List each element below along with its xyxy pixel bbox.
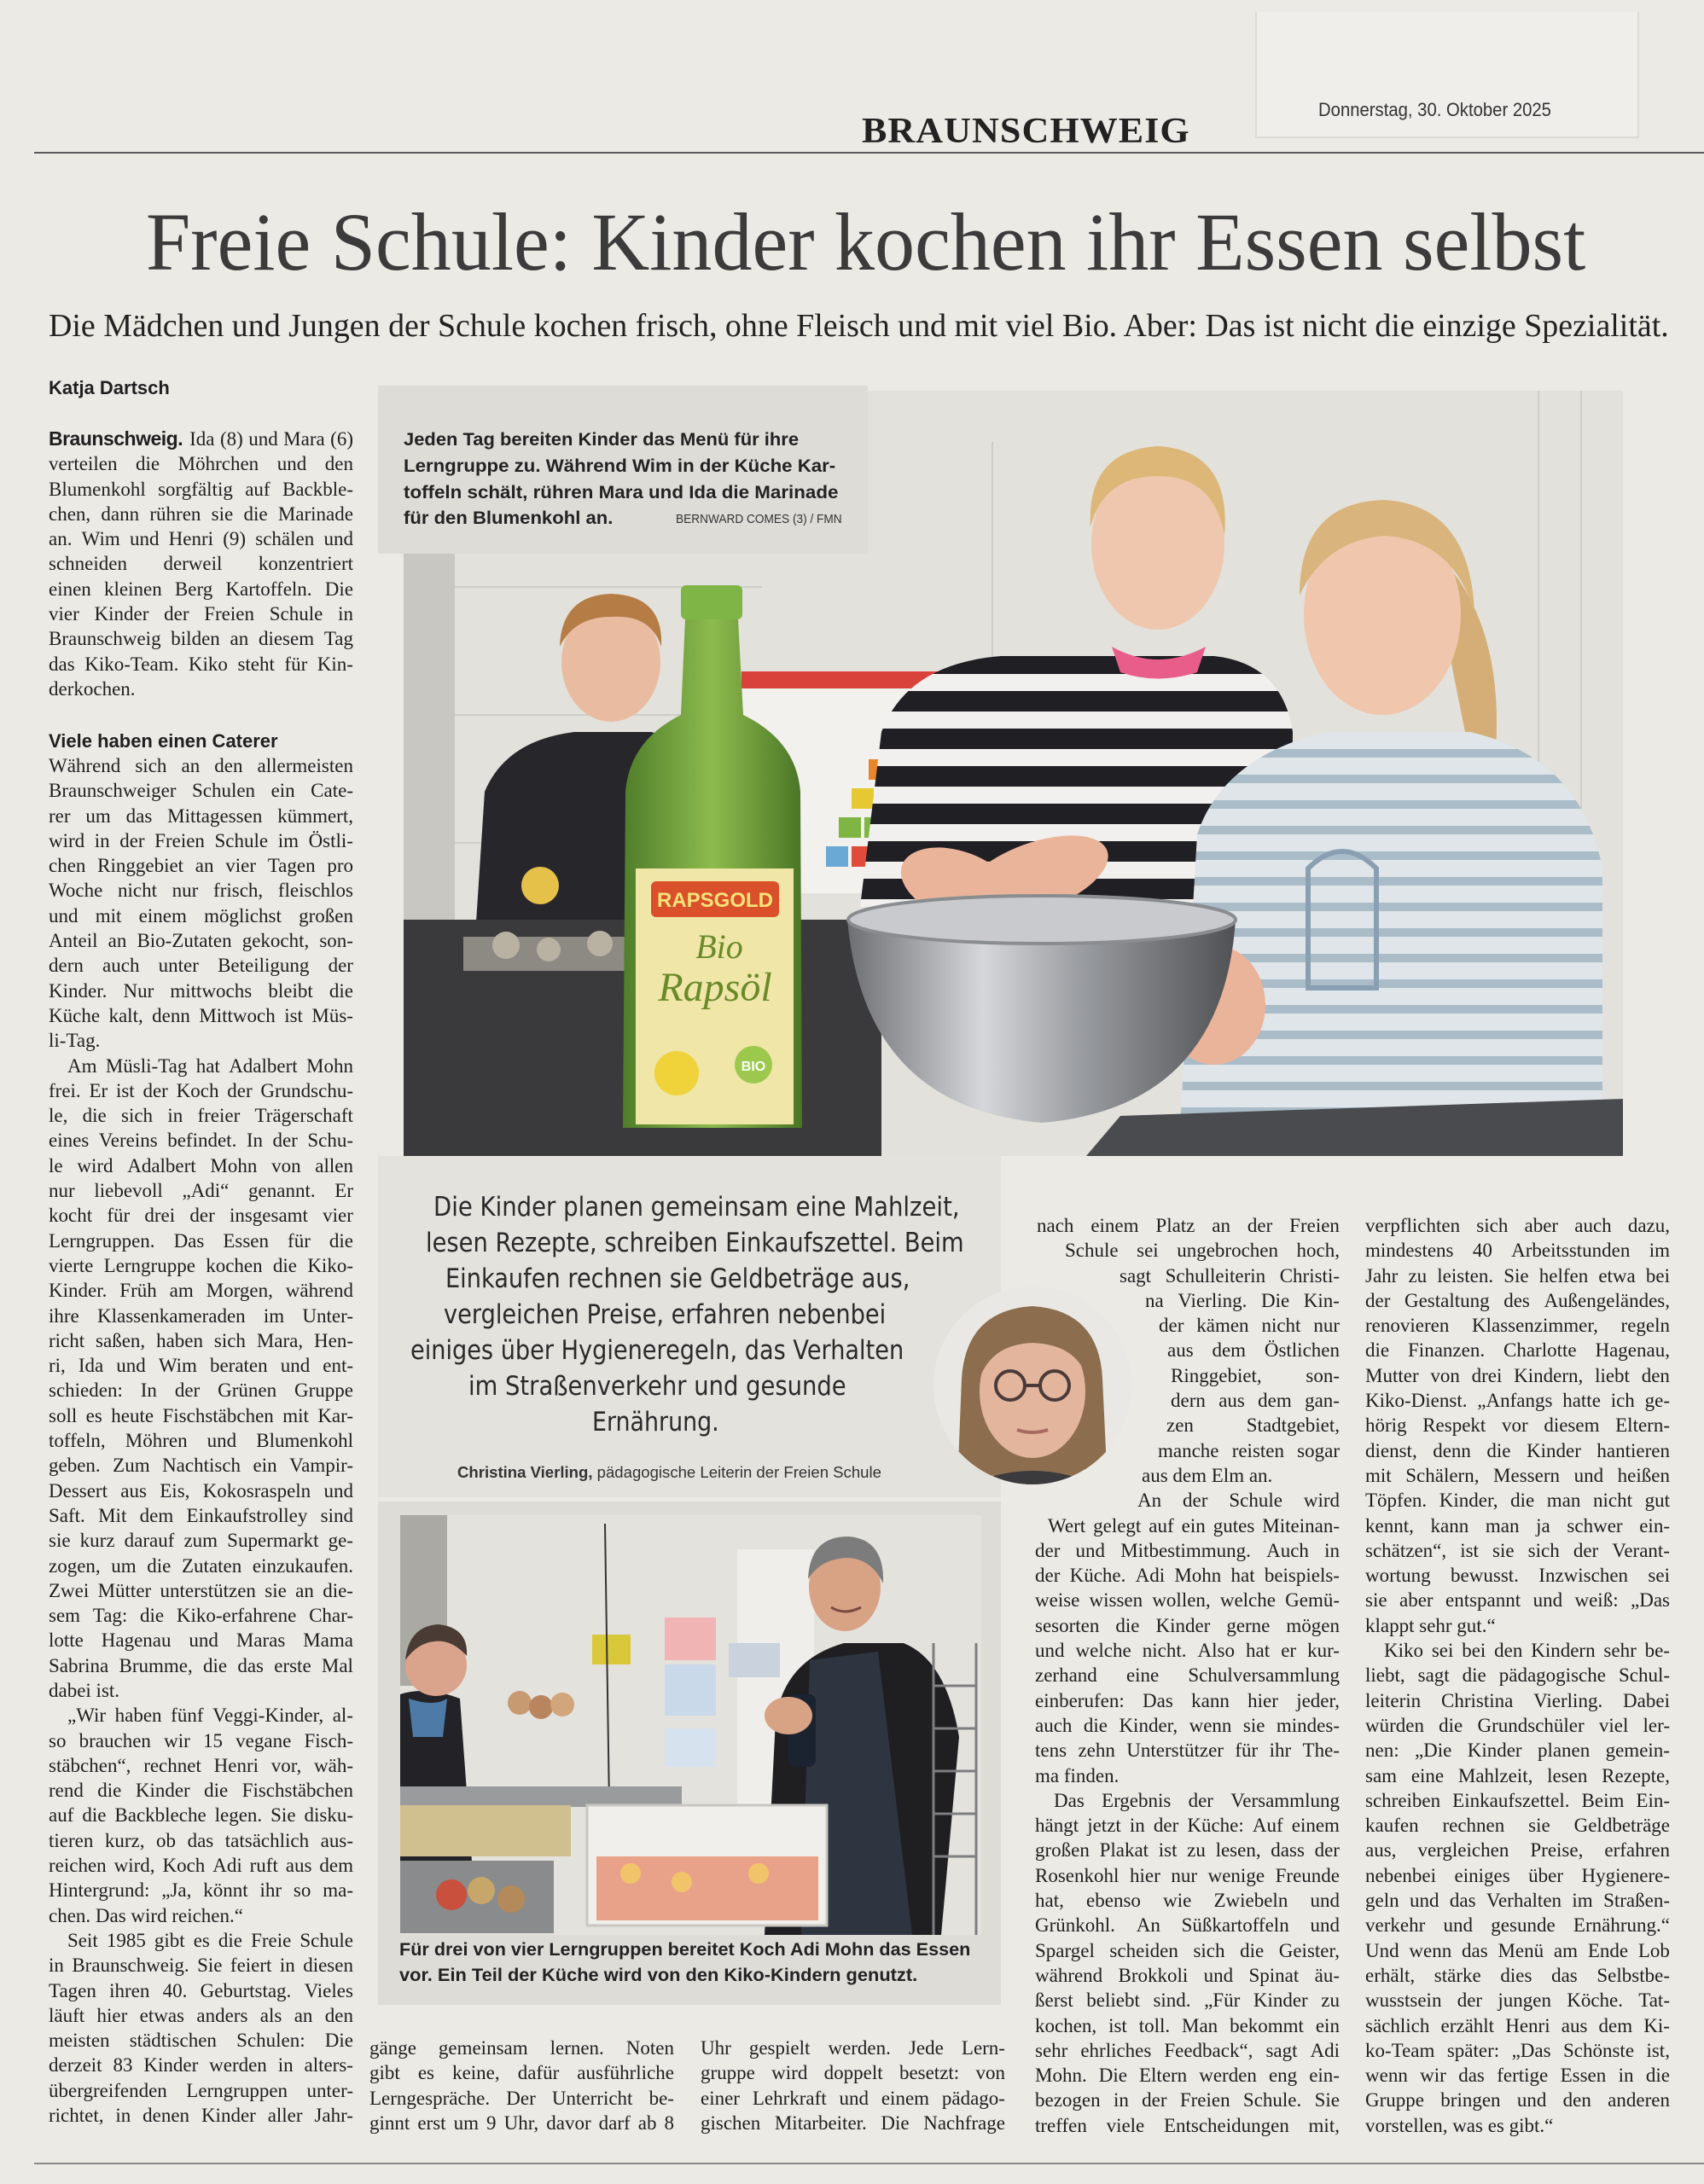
text-line: der und Mitbestimmung. Auch in (1035, 1539, 1340, 1561)
text-line: reichen wird, Koch Adi ruft aus dem (49, 1855, 353, 1877)
text-line: ihre Klassenkameraden im Unter- (49, 1304, 353, 1327)
quote-line-container (410, 1335, 974, 1366)
text-line: gänge gemeinsam lernen. Noten (369, 2037, 674, 2059)
second-caption-line: vor. Ein Teil der Küche wird von den Kiko-Kindern genutzt. (399, 1966, 918, 1985)
text-line: übergreifenden Lerngruppen unter- (49, 2079, 353, 2101)
text-line: das Kiko-Team. Kiko steht für Kin- (49, 653, 353, 675)
text-line: gruppe wird doppelt besetzt: von (701, 2062, 1005, 2084)
text-line: tieren kurz, ob das tatsächlich aus- (49, 1829, 353, 1851)
text-line: so brauchen wir 15 vegane Fisch- (49, 1729, 353, 1751)
text-line: in Braunschweig. Sie feiert in diesen (49, 1955, 353, 1977)
text-line: soll es heute Fischstäbchen mit Kar- (49, 1404, 353, 1426)
quote-attribution-role: pädagogische Leiterin der Freien Schule (596, 1464, 881, 1481)
text-line: frei. Er ist der Koch der Grundschu- (49, 1079, 353, 1101)
quote-line: einiges über Hygieneregeln, das Verhalten (410, 1335, 904, 1366)
text-line: richtet, in denen Kinder aller Jahr- (49, 2105, 353, 2127)
main-caption-line: toffeln schält, rühren Mara und Ida die Marinade (404, 483, 839, 502)
section-title: BRAUNSCHWEIG (862, 112, 1190, 151)
text-line: verteilen die Möhrchen und den (49, 453, 353, 475)
text-line: hängt jetzt in der Küche: Auf einem (1035, 1815, 1340, 1837)
main-caption-line-container (404, 456, 836, 477)
text-line: nebenbei einiges über Hygienere- (1365, 1864, 1670, 1886)
footer-rule (34, 2163, 1704, 2164)
text-line: tens zehn Unterstützer für ihr The- (1035, 1740, 1340, 1762)
text-line: ma finden. (1035, 1764, 1120, 1786)
text-line: klappt sehr gut.“ (1365, 1614, 1496, 1636)
main-caption-line-container (404, 483, 839, 503)
text-line: auch die Kinder, wenn sie mindes- (1035, 1714, 1340, 1736)
text-line: Woche nicht nur frisch, fleischlos (49, 880, 353, 902)
text-line: kaufen rechnen sie Geldbeträge (1365, 1815, 1670, 1837)
quote-attribution (457, 1464, 881, 1482)
text-line: kocht für drei der insgesamt vier (49, 1205, 353, 1227)
text-line: vorstellen, was es gibt.“ (1365, 2114, 1554, 2136)
text-line: leiterin Christina Vierling. Dabei (1365, 1689, 1670, 1711)
text-line: Hintergrund: „Ja, könnt ihr so ma- (49, 1879, 353, 1902)
text-line: dienst, denn die Kinder hantieren (1365, 1439, 1670, 1461)
text-line: Grünkohl. An Süßkartoffeln und (1035, 1914, 1340, 1937)
text-line: Rosenkohl hier nur wenige Freunde (1035, 1864, 1340, 1886)
text-line: richt saßen, haben sich Mara, Hen- (49, 1329, 353, 1351)
quote-line-container (592, 1407, 739, 1438)
text-line: Uhr gespielt werden. Jede Lern- (701, 2037, 1005, 2059)
text-line: ßerst beliebt sind. „Für Kinder zu (1035, 1989, 1340, 2012)
bottle-brand: RAPSGOLD (656, 889, 774, 912)
text-line: schätzen“, ist sie sich der Verant- (1365, 1539, 1670, 1561)
text-line: und welche nicht. Also hat er kur- (1035, 1640, 1340, 1662)
text-line: vier Kinder der Freien Schule in (49, 603, 353, 625)
text-line: chen. Das wird reichen.“ (49, 1904, 243, 1926)
headline: Freie Schule: Kinder kochen ihr Essen selbst (146, 196, 1586, 288)
text-line: Seit 1985 gibt es die Freie Schule (67, 1929, 353, 1951)
text-line: wortung bewusst. Inzwischen sei (1365, 1565, 1670, 1587)
text-line: Am Müsli-Tag hat Adalbert Mohn (67, 1054, 353, 1077)
text-line: Blumenkohl sorgfältig auf Backble- (49, 478, 353, 500)
main-caption-line: für den Blumenkohl an. (404, 508, 614, 528)
text-line: Kinder. Nur mittwochs bleibt die (49, 979, 353, 1002)
quote-line-container (468, 1371, 896, 1402)
subheading: Viele haben einen Caterer (49, 730, 278, 752)
text-line: Sabrina Brumme, die das erste Mal (49, 1654, 353, 1676)
text-line: nach einem Platz an der Freien (1037, 1215, 1340, 1236)
quote-line-container (444, 1299, 947, 1330)
text-line: sagt Schulleiterin Christi- (1120, 1264, 1340, 1287)
text-line: chen, dann rühren sie die Marinade (49, 502, 353, 525)
text-line: Töpfen. Kinder, die man nicht gut (1365, 1490, 1670, 1512)
text-line: rend die Kinder die Fischstäbchen (49, 1780, 353, 1802)
text-line: Ida (8) und Mara (6) (189, 428, 353, 450)
text-line: sem Tag: die Kiko-erfahrene Char- (49, 1605, 353, 1627)
text-line: Während sich an den allermeisten (49, 755, 353, 776)
text-line: Tagen ihren 40. Geburtstag. Vieles (49, 1979, 353, 2001)
text-line: großen Plakat ist zu lesen, dass der (1035, 1839, 1340, 1862)
main-caption-line: Lerngruppe zu. Während Wim in der Küche Kar- (404, 456, 836, 476)
text-line: mit Schälern, Messern und heißen (1365, 1464, 1670, 1486)
text-line: gibt es keine, dafür ausführliche (369, 2062, 674, 2084)
text-line: geben. Zum Nachtisch ein Vampir- (49, 1455, 353, 1477)
text-line: Lerngruppen. Das Essen für die (49, 1229, 353, 1252)
quote-line: im Straßenverkehr und gesunde (468, 1371, 846, 1402)
text-line: aus dem Elm an. (1142, 1464, 1273, 1486)
dateline-line (49, 427, 353, 451)
text-line: Saft. Mit dem Einkaufstrolley sind (49, 1504, 353, 1526)
dateline: Braunschweig. (49, 427, 183, 450)
text-line: nur liebevoll „Adi“ genannt. Er (49, 1180, 353, 1202)
quote-line-container (445, 1263, 974, 1294)
text-line: stäbchen“, rechnet Henri vor, wäh- (49, 1754, 353, 1776)
quote-attribution-name: Christina Vierling, (457, 1464, 593, 1481)
text-line: sie aber entspannt und weiß: „Das (1365, 1589, 1670, 1612)
text-line: le, die sich in freier Trägerschaft (49, 1105, 353, 1127)
quote-line: Die Kinder planen gemeinsam eine Mahlzeit, (433, 1192, 960, 1223)
text-line: li-Tag. (49, 1030, 101, 1052)
counter (400, 1786, 682, 1807)
text-line: ri, Ida und Wim beraten und ent- (49, 1355, 353, 1377)
text-line: sächlich erzählt Henri aus dem Ki- (1365, 2014, 1670, 2036)
text-line: Lerngespräche. Der Unterricht be- (369, 2087, 674, 2109)
text-line: zen Stadtgebiet, (1166, 1414, 1340, 1437)
text-line: erhält, stärke dies das Selbstbe- (1365, 1964, 1670, 1986)
text-line: Küche kalt, denn Mittwoch ist Müs- (49, 1004, 353, 1026)
quote-attribution-container (457, 1464, 881, 1482)
text-line: Kiko-Dienst. „Anfangs hatte ich ge- (1365, 1390, 1670, 1412)
text-line: derkochen. (49, 677, 136, 700)
text-line: sesorten die Kinder gerne mögen (1035, 1614, 1340, 1636)
column-left (49, 753, 353, 2128)
text-line: an. Wim und Henri (9) schälen und (49, 528, 353, 550)
text-line: verkehr und gesunde Ernährung.“ (1365, 1914, 1670, 1937)
text-line: schneiden derweil konzentriert (49, 553, 353, 575)
main-caption-line-container (404, 430, 800, 450)
text-line: „Wir haben fünf Veggi-Kinder, al- (67, 1705, 353, 1727)
text-line: wusstsein der jungen Köche. Tat- (1365, 1989, 1670, 2012)
column-4 (1365, 1213, 1670, 2138)
section-container (862, 111, 1190, 152)
text-line: dabei ist. (49, 1679, 120, 1701)
text-line: Mutter von drei Kindern, liebt den (1365, 1364, 1670, 1386)
text-line: und mit einem möglichst großen (49, 904, 353, 926)
text-line: Wert gelegt auf ein gutes Miteinan- (1048, 1514, 1340, 1536)
text-line: geln und das Verhalten im Straßen- (1365, 1890, 1670, 1912)
issue-date: Donnerstag, 30. Oktober 2025 (1318, 99, 1551, 120)
header-rule (34, 152, 1704, 154)
text-line: Kiko sei bei den Kindern sehr be- (1384, 1640, 1670, 1662)
quote-line: Einkaufen rechnen sie Geldbeträge aus, (445, 1263, 910, 1294)
text-line: weise wissen wollen, welche Gemü- (1035, 1589, 1340, 1612)
text-line: Gruppe bringen und den anderen (1365, 2089, 1670, 2111)
bottle-label-2: Rapsöl (658, 965, 772, 1010)
text-line: lotte Hagenau und Maras Mama (49, 1629, 353, 1652)
text-line: Spargel scheiden sich die Geister, (1035, 1939, 1340, 1961)
author-byline: Katja Dartsch (49, 377, 170, 398)
text-line: Und wenn das Menü am Ende Lob (1365, 1939, 1670, 1961)
text-line: le wird Adalbert Mohn von allen (49, 1154, 353, 1176)
bowl-rim (848, 896, 1236, 944)
text-line: die Finanzen. Charlotte Hagenau, (1365, 1339, 1670, 1362)
text-line: eines Vereins befindet. In der Schu- (49, 1130, 353, 1152)
text-line: derzeit 83 Kinder werden in alters- (49, 2054, 353, 2077)
text-line: Dessert aus Eis, Kokosraspeln und (49, 1479, 353, 1502)
text-line: schreiben Einkaufszettel. Beim Ein- (1365, 1789, 1670, 1811)
quote-line-container (433, 1192, 1026, 1223)
text-line: toffeln, Möhren und Blumenkohl (49, 1430, 353, 1452)
text-line: renovieren Klassenzimmer, regeln (1365, 1315, 1670, 1337)
text-line: dern aus dem gan- (1171, 1390, 1340, 1412)
second-caption-line-container (399, 1940, 971, 1960)
text-line: auf die Backbleche legen. Sie disku- (49, 1804, 353, 1827)
text-line: bezogen in der Freien Schule. Sie (1035, 2089, 1340, 2111)
text-line: Anteil an Bio-Zutaten gekocht, son- (49, 930, 353, 952)
text-line: dern auch unter Beteiligung der (49, 955, 353, 977)
text-line: schieden: In der Grünen Gruppe (49, 1380, 353, 1402)
text-line: An der Schule wird (1137, 1490, 1340, 1512)
container-box (587, 1805, 827, 1926)
text-line: Braunschweiger Schulen ein Cate- (49, 780, 353, 802)
text-line: Jahr zu leisten. Sie helfen etwa bei (1365, 1264, 1670, 1287)
text-line: zogen, um die Zutaten einzukaufen. (49, 1554, 353, 1577)
second-caption-line: Für drei von vier Lerngruppen bereitet Koch Adi Mohn das Essen (399, 1940, 971, 1960)
text-line: kochen, ist toll. Man bekommt ein (1035, 2014, 1340, 2036)
quote-line: vergleichen Preise, erfahren nebenbei (444, 1299, 887, 1330)
text-line: sam eine Mahlzeit, lesen Rezepte, (1365, 1764, 1670, 1786)
text-line: kennt, kann man ja schwer ein- (1365, 1514, 1670, 1536)
second-caption-line-container (399, 1966, 918, 1986)
subheadline: Die Mädchen und Jungen der Schule kochen frisch, ohne Fleisch und mit viel Bio. Aber: Das ist nicht die einzige Spezialität. (49, 308, 1669, 344)
date-container (1318, 99, 1571, 121)
text-line: einberufen: Das kann hier jeder, (1035, 1689, 1340, 1711)
photo-credit: BERNWARD COMES (3) / FMN (676, 512, 842, 526)
text-line: Das Ergebnis der Versammlung (1054, 1789, 1340, 1811)
text-line: ginnt erst um 9 Uhr, davor darf ab 8 (369, 2111, 674, 2134)
text-line: einen kleinen Berg Kartoffeln. Die (49, 578, 353, 600)
text-line: nen: „Die Kinder planen gemein- (1365, 1740, 1670, 1762)
text-line: aus dem Östlichen (1167, 1339, 1340, 1362)
main-caption-line: Jeden Tag bereiten Kinder das Menü für ihre (404, 430, 800, 450)
text-line: verpflichten sich aber auch dazu, (1365, 1215, 1670, 1236)
text-line: Kinder. Früh am Morgen, während (49, 1280, 353, 1302)
text-line: mindestens 40 Arbeitsstunden im (1365, 1240, 1670, 1262)
text-line: hat, ebenso wie Zwiebeln und (1035, 1890, 1340, 1912)
text-line: meisten städtischen Schulen: Die (49, 2030, 353, 2052)
main-caption-line-container (404, 508, 614, 529)
column-middle-a (369, 2036, 674, 2135)
quote-line: Ernährung. (592, 1407, 719, 1438)
text-line: treffen viele Entscheidungen mit, (1035, 2114, 1340, 2136)
text-line: manche reisten sogar (1158, 1439, 1340, 1461)
column-middle-b (701, 2036, 1005, 2135)
text-line: Mohn. Die Eltern werden eng ein- (1035, 2065, 1340, 2087)
text-line: läuft hier etwas anders als an den (49, 2004, 353, 2026)
text-line: Braunschweig bilden an diesem Tag (49, 628, 353, 650)
text-line: aus, vergleichen Preise, erfahren (1365, 1839, 1670, 1862)
headline-container (146, 195, 1615, 289)
text-line: hörig Respekt vor diesem Eltern- (1365, 1414, 1670, 1437)
text-line: würden die Grundschüler viel ler- (1365, 1714, 1670, 1736)
text-line: chen Ringgebiet an vier Tagen pro (49, 855, 353, 877)
quote-line: lesen Rezepte, schreiben Einkaufszettel. Beim (426, 1228, 964, 1258)
bottle-label-1: Bio (695, 927, 743, 966)
text-line: sie kurz darauf zum Supermarkt ge- (49, 1530, 353, 1552)
text-line: der Gestaltung des Außengeländes, (1365, 1289, 1670, 1311)
text-line: na Vierling. Die Kin- (1145, 1289, 1340, 1311)
text-line: Zwei Mütter unterstützen sie an die- (49, 1579, 353, 1601)
text-line: wenn wir das fertige Essen in die (1365, 2065, 1670, 2087)
lead-paragraph (49, 427, 353, 701)
subheadline-container (49, 307, 1672, 345)
second-photo (400, 1515, 981, 1935)
text-line: rer um das Mittagessen kümmert, (49, 804, 353, 827)
text-line: liebt, sagt die pädagogische Schul- (1365, 1664, 1670, 1687)
quote-line-container (426, 1228, 1037, 1258)
text-line: wird in der Freien Schule im Östli- (49, 829, 353, 851)
text-line: vierte Lerngruppe kochen die Kiko- (49, 1254, 353, 1276)
photo-chef-adi-mohn (400, 1515, 981, 1935)
text-line: gischen Mitarbeiter. Die Nachfrage (701, 2111, 1005, 2134)
credit-container (676, 512, 858, 527)
text-line: einer Lehrkraft und einem pädago- (701, 2087, 1005, 2109)
column-3 (1035, 1213, 1340, 2138)
text-line: sehr ehrliches Feedback“, sagt Adi (1035, 2039, 1340, 2061)
text-line: während Brokkoli und Spinat äu- (1035, 1964, 1340, 1986)
bottle-bio-badge: BIO (741, 1060, 766, 1074)
text-line: zerhand eine Schulversammlung (1035, 1664, 1340, 1687)
text-line: der kämen nicht nur (1159, 1315, 1340, 1337)
text-line: ko-Team später: „Das Schönste ist, (1365, 2039, 1670, 2061)
text-line: Schule sei ungebrochen hoch, (1065, 1240, 1340, 1262)
text-line: Ringgebiet, son- (1171, 1364, 1340, 1386)
text-line: der Küche. Adi Mohn hat beispiels- (1035, 1565, 1340, 1587)
